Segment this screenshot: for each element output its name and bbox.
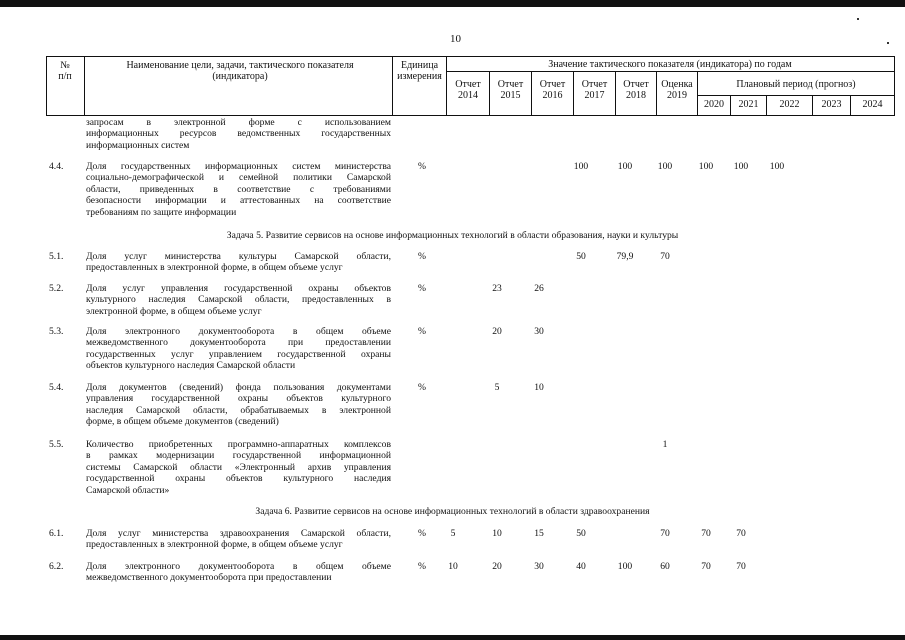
row-description-line: предоставленных в электронной форме, в общем объеме услуг	[86, 539, 343, 551]
header-planned-year: 2020	[704, 99, 724, 110]
row-description-line: безопасности информации и аттестованных на соответствие	[86, 195, 391, 207]
row-unit: %	[418, 161, 426, 172]
row-description-line: государственной охраны объектов культурного наследия	[86, 473, 391, 485]
header-unit: Единица измерения	[397, 60, 442, 82]
row-description-line: форме, в общем объеме документов (сведений)	[86, 416, 279, 428]
row-number: 5.5.	[49, 439, 64, 450]
header-planned-year: 2024	[862, 99, 883, 110]
header-sub-label: Отчет	[497, 79, 524, 90]
row-description-line: области, приведенных в соответствие с требованиями	[86, 183, 391, 195]
row-description-line: запросам в электронной форме с использованием	[86, 117, 391, 128]
row-value: 70	[660, 251, 670, 262]
row-value: 60	[660, 561, 670, 572]
row-description-line: государственных услуг управлением государственной охраны	[86, 348, 391, 360]
row-value: 100	[617, 561, 633, 572]
row-value: 100	[769, 161, 785, 172]
task-heading: Задача 6. Развитие сервисов на основе информационных технологий в области здравоохранения	[255, 506, 650, 517]
row-description-line: предоставленных в электронной форме, в общем объеме услуг	[86, 262, 343, 274]
row-value: 10	[534, 382, 544, 393]
header-sub-year: 2014	[458, 90, 478, 101]
row-description-line: системы Самарской области «Электронный архив управления	[86, 461, 391, 473]
row-value: 40	[576, 561, 586, 572]
header-sub-label: Отчет	[539, 79, 566, 90]
header-sub-label: Отчет	[623, 79, 649, 90]
row-value: 5	[494, 382, 500, 393]
row-unit: %	[418, 251, 426, 262]
row-value: 100	[733, 161, 749, 172]
row-unit: %	[418, 326, 426, 337]
row-unit: %	[418, 283, 426, 294]
row-value: 30	[534, 326, 544, 337]
row-value: 70	[736, 528, 746, 539]
row-description-line: Доля электронного документооборота в общем объеме	[86, 326, 391, 337]
row-description-line: Количество приобретенных программно-аппаратных комплексов	[86, 439, 391, 450]
header-planned: Плановый период (прогноз)	[736, 79, 856, 90]
row-number: 6.2.	[49, 561, 64, 572]
header-sub-label: Отчет	[455, 79, 481, 90]
scan-speck	[887, 42, 889, 44]
header-sub-year: 2015	[500, 90, 521, 101]
row-value: 79,9	[616, 251, 634, 262]
header-planned-year: 2022	[779, 99, 800, 110]
top-border	[0, 0, 905, 7]
row-value: 10	[492, 528, 502, 539]
row-value: 50	[576, 251, 586, 262]
row-number: 5.1.	[49, 251, 64, 262]
row-value: 26	[534, 283, 544, 294]
header-planned-year: 2023	[821, 99, 842, 110]
row-value: 100	[573, 161, 589, 172]
row-description-line: социально-демографической и семейной политики Самарской	[86, 172, 391, 184]
row-description-line: электронной форме, в общем объеме услуг	[86, 305, 262, 317]
row-value: 20	[492, 326, 502, 337]
row-description-line: информационных ресурсов ведомственных государственных	[86, 128, 391, 140]
row-description-line: Доля государственных информационных систем министерства	[86, 161, 391, 172]
row-value: 10	[448, 561, 458, 572]
row-value: 23	[492, 283, 502, 294]
row-unit: %	[418, 382, 426, 393]
page-number: 10	[450, 33, 461, 45]
header-sub-year: 2018	[626, 90, 646, 101]
row-value: 100	[657, 161, 673, 172]
row-value: 100	[617, 161, 633, 172]
header-sub-label: Оценка	[661, 79, 693, 90]
row-description-line: в рамках модернизации государственной информационной	[86, 450, 391, 462]
header-values: Значение тактического показателя (индикатора) по годам	[548, 59, 792, 70]
row-value: 70	[701, 528, 711, 539]
header-sub-year: 2016	[542, 90, 563, 101]
row-description-line: Самарской области»	[86, 484, 170, 496]
bottom-border	[0, 635, 905, 640]
row-description-line: Доля документов (сведений) фонда пользования документами	[86, 382, 391, 393]
row-number: 4.4.	[49, 161, 64, 172]
row-description-line: Доля услуг министерства культуры Самарской области,	[86, 251, 391, 262]
row-description-line: межведомственного документооборота при предоставлении	[86, 572, 332, 584]
task-heading: Задача 5. Развитие сервисов на основе информационных технологий в области образования, науки и культуры	[226, 230, 679, 241]
row-number: 5.2.	[49, 283, 64, 294]
row-value: 20	[492, 561, 502, 572]
row-value: 70	[736, 561, 746, 572]
row-value: 70	[701, 561, 711, 572]
row-number: 6.1.	[49, 528, 64, 539]
header-name: Наименование цели, задачи, тактического показателя (индикатора)	[126, 60, 354, 82]
row-description-line: объектов культурного наследия Самарской области	[86, 360, 296, 372]
row-value: 30	[534, 561, 544, 572]
row-description-line: Доля услуг управления государственной охраны объектов	[86, 283, 391, 294]
header-sub-label: Отчет	[581, 79, 608, 90]
row-description-line: культурного наследия Самарской области, предоставленных в	[86, 294, 391, 306]
row-value: 15	[534, 528, 544, 539]
row-description-line: информационных систем	[86, 139, 190, 151]
row-value: 70	[660, 528, 670, 539]
row-description-line: управления государственной охраны объектов культурного	[86, 393, 391, 405]
row-value: 50	[576, 528, 586, 539]
row-description-line: наследия Самарской области, обрабатываемых в электронной	[86, 404, 391, 416]
header-number: № п/п	[58, 60, 72, 82]
row-value: 100	[698, 161, 714, 172]
row-description-line: требованиям по защите информации	[86, 206, 237, 218]
row-description-line: Доля услуг министерства здравоохранения Самарской области,	[86, 528, 391, 539]
scan-speck	[857, 18, 859, 20]
header-sub-year: 2019	[667, 90, 687, 101]
row-value: 1	[662, 439, 668, 450]
header-planned-year: 2021	[738, 99, 759, 110]
row-unit: %	[418, 528, 426, 539]
header-sub-year: 2017	[584, 90, 605, 101]
row-number: 5.4.	[49, 382, 64, 393]
row-unit: %	[418, 561, 426, 572]
row-number: 5.3.	[49, 326, 64, 337]
row-description-line: межведомственного документооборота при предоставлении	[86, 337, 391, 349]
row-value: 5	[450, 528, 456, 539]
row-description-line: Доля электронного документооборота в общем объеме	[86, 561, 391, 572]
